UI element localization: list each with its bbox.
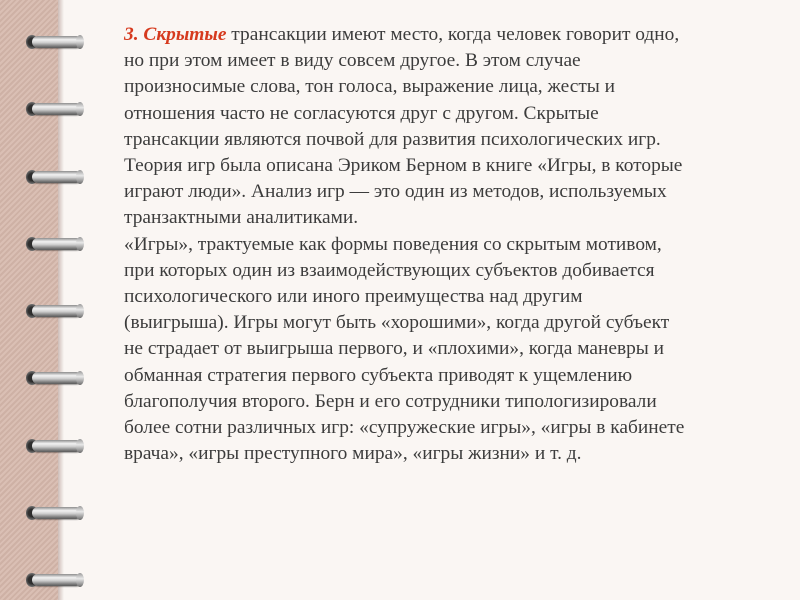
lead-heading: 3. Скрытые <box>124 24 227 45</box>
notebook-ring-icon <box>26 370 84 386</box>
ring-wire <box>32 171 82 183</box>
ring-cap <box>76 102 84 116</box>
ring-wire <box>32 238 82 250</box>
notebook-ring-icon <box>26 34 84 50</box>
body-text: трансакции имеют место, когда человек говорит одно, но при этом имеет в виду совсем другое. В этом случае произносимые слова, тон голоса, выражение лица, жесты и отношения часто не согласуются друг с другом. Скрытые трансакции являются почвой для развития психологических игр. Теория игр была описана Эриком Берном в книге «Игры, в которые играют люди». Анализ игр — это один из методов, используемых транзактными аналитиками. «Игры», трактуемые как формы поведения со скрытым мотивом, при которых один из взаимодействующих субъектов добивается психологического или иного преимущества над другим (выигрыша). Игры могут быть «хорошими», когда другой субъект не страдает от выигрыша первого, и «плохими», когда маневры и обманная стратегия первого субъекта приводят к ущемлению благополучия второго. Берн и его сотрудники типологизировали более сотни различных игр: «супружеские игры», «игры в кабинете врача», «игры преступного мира», «игры жизни» и т. д. <box>124 24 685 465</box>
ring-wire <box>32 507 82 519</box>
ring-cap <box>76 35 84 49</box>
ring-wire <box>32 36 82 48</box>
notebook-ring-icon <box>26 438 84 454</box>
ring-cap <box>76 439 84 453</box>
ring-cap <box>76 304 84 318</box>
notebook-ring-icon <box>26 101 84 117</box>
ring-wire <box>32 305 82 317</box>
ring-wire <box>32 440 82 452</box>
ring-cap <box>76 506 84 520</box>
ring-cap <box>76 371 84 385</box>
notebook-ring-icon <box>26 236 84 252</box>
ring-wire <box>32 574 82 586</box>
ring-cap <box>76 573 84 587</box>
text-block <box>124 22 774 467</box>
ring-cap <box>76 237 84 251</box>
notebook-ring-icon <box>26 572 84 588</box>
notebook-ring-icon <box>26 169 84 185</box>
ring-wire <box>32 103 82 115</box>
notebook-ring-icon <box>26 303 84 319</box>
ring-wire <box>32 372 82 384</box>
notebook-ring-icon <box>26 505 84 521</box>
ring-cap <box>76 170 84 184</box>
